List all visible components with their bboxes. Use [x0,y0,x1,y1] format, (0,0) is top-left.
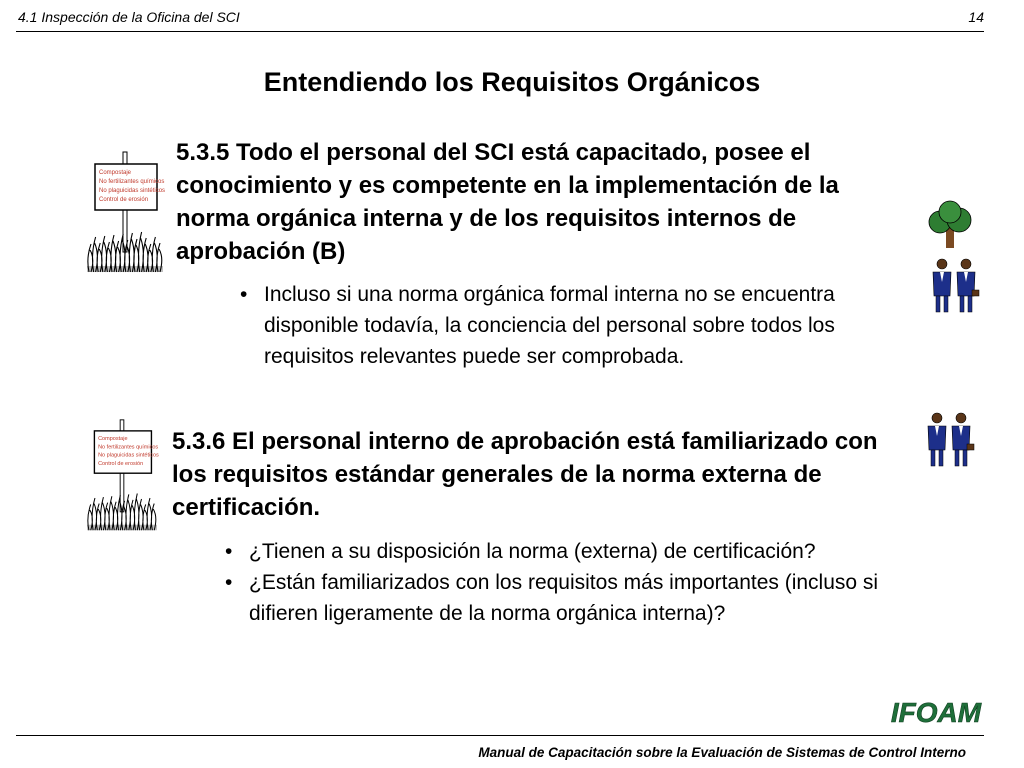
header-divider [16,31,984,32]
sign-text-line: Control de erosión [99,197,149,203]
people-icon [925,410,975,468]
sign-text-line: Control de erosión [98,460,144,467]
section-heading: 5.3.6 El personal interno de aprobación está familiarizado con los requisitos estándar generales de la norma externa de certificación. [172,428,878,521]
section-heading: 5.3.5 Todo el personal del SCI está capacitado, posee el conocimiento y es competente en la implementación de la norma orgánica interna y de los requisitos internos de aprobación (B) [176,139,839,265]
ifoam-logo [884,695,988,729]
page-number: 14 [968,9,984,25]
sign-illustration [85,150,165,275]
footer-caption: Manual de Capacitación sobre la Evaluación de Sistemas de Control Interno [478,745,966,760]
bullet-list [225,536,915,629]
bullet-item: • ¿Tienen a su disposición la norma (externa) de certificación? [225,536,915,567]
header-section-title: 4.1 Inspección de la Oficina del SCI [18,9,240,25]
sign-text-line: Compostaje [99,170,132,176]
tree-icon [925,200,975,250]
footer-divider [16,735,984,736]
page-title: Entendiendo los Requisitos Orgánicos [263,67,761,97]
sign-illustration [82,418,162,533]
bullet-item: • ¿Están familiarizados con los requisitos más importantes (incluso si difieren ligeramente de la norma orgánica interna)? [225,567,915,629]
people-icon [930,256,980,314]
bullet-list [240,279,920,372]
logo-text: IFOAM [890,697,982,728]
sign-text-line: No fertilizantes químicos [98,444,159,451]
bullet-item: • Incluso si una norma orgánica formal interna no se encuentra disponible todavía, la conciencia del personal sobre todos los requisitos relevantes puede ser comprobada. [240,279,920,372]
sign-text-line: No plaguicidas sintéticos [99,188,165,194]
sign-text-line: No fertilizantes químicos [99,179,165,185]
sign-text-line: No plaguicidas sintéticos [98,452,159,459]
sign-text-line: Compostaje [98,436,128,443]
